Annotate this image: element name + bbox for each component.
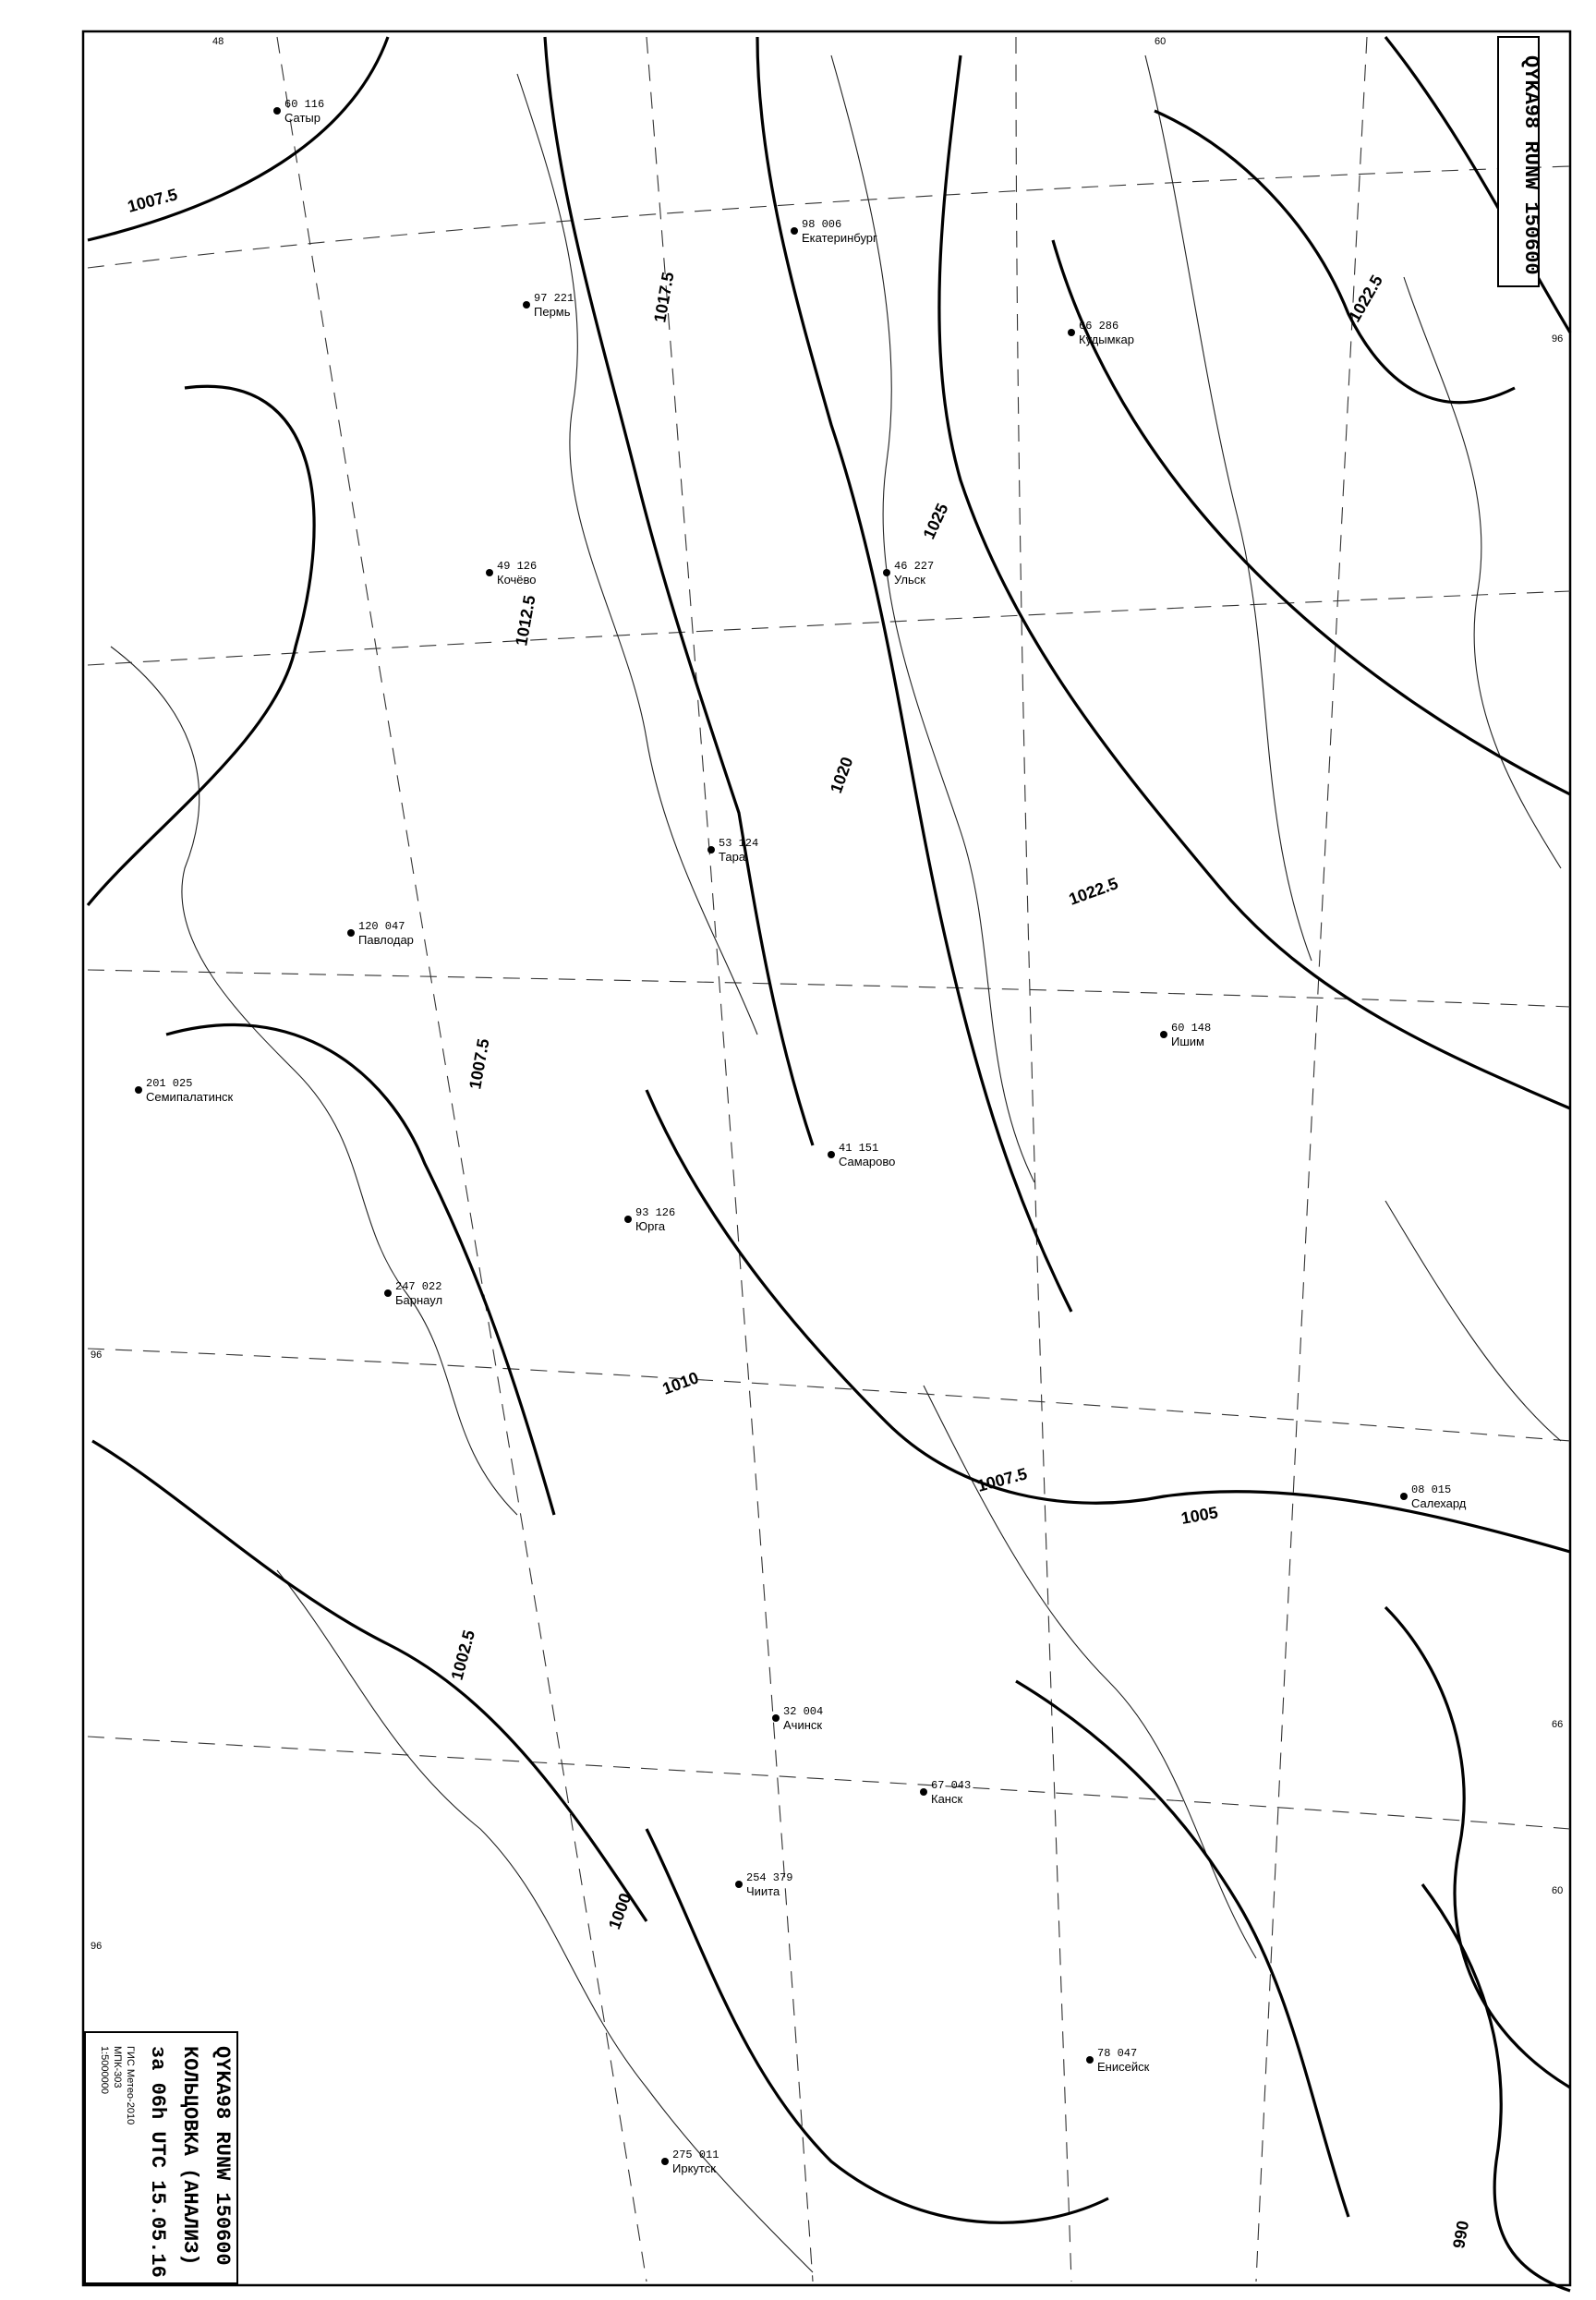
isobar-label: 1017.5 [650,270,678,324]
footer-stamp [85,2032,237,2283]
svg-text:Ульск: Ульск [894,573,925,587]
isobar-label: 1010 [659,1368,701,1398]
svg-text:Ишим: Ишим [1171,1035,1204,1048]
station-marker [273,98,324,125]
svg-text:41 151: 41 151 [839,1142,879,1155]
svg-text:Канск: Канск [931,1792,963,1806]
edge-number: 60 [1552,1885,1564,1896]
svg-text:120 047: 120 047 [358,920,405,933]
footer-stamp-line1: QYKA98 RUNW 150600 [211,2046,234,2266]
svg-text:Салехард: Салехард [1411,1496,1467,1510]
svg-text:49 126: 49 126 [497,560,538,573]
svg-text:60 116: 60 116 [284,98,325,111]
isobar-label: 1005 [1179,1503,1220,1528]
station-marker [920,1779,971,1806]
svg-text:Иркутск: Иркутск [672,2161,716,2175]
station-marker [624,1206,675,1233]
svg-text:Сатыр: Сатыр [284,111,321,125]
edge-number: 96 [91,1350,103,1361]
edge-number: 60 [1155,36,1167,47]
svg-text:Екатеринбург: Екатеринбург [802,231,877,245]
svg-text:Кочёво: Кочёво [497,573,537,587]
svg-text:Семипалатинск: Семипалатинск [146,1090,234,1104]
footer-credit-3: 1:5000000 [99,2046,110,2094]
station-marker [135,1077,234,1104]
svg-text:66 286: 66 286 [1079,320,1119,333]
footer-credit-1: ГИС Метео-2010 [125,2046,136,2125]
station-marker [735,1871,792,1898]
header-stamp [1498,37,1542,286]
svg-text:201 025: 201 025 [146,1077,193,1090]
isobar-label: 1000 [604,1890,635,1932]
svg-text:08 015: 08 015 [1411,1483,1452,1496]
svg-text:60 148: 60 148 [1171,1022,1212,1035]
isobar-label: 1007.5 [974,1464,1030,1495]
svg-text:Ачинск: Ачинск [783,1718,823,1732]
isobar-label: 990 [1449,2219,1473,2250]
svg-text:254 379: 254 379 [746,1871,793,1884]
svg-text:93 126: 93 126 [635,1206,676,1219]
isobar-label: 1002.5 [447,1628,479,1683]
map-frame [83,31,1570,2285]
svg-text:Юрга: Юрга [635,1219,666,1233]
station-marker [486,560,537,587]
isobar-label: 1012.5 [512,593,539,648]
svg-text:46 227: 46 227 [894,560,935,573]
svg-text:32 004: 32 004 [783,1705,824,1718]
edge-number: 66 [1552,1719,1564,1730]
svg-text:247 022: 247 022 [395,1280,442,1293]
stations [135,98,1467,2175]
svg-text:97 221: 97 221 [534,292,574,305]
isobar-label: 1025 [919,500,952,542]
station-marker [791,218,877,245]
svg-text:Тара: Тара [719,850,746,864]
station-marker [1160,1022,1211,1048]
isobar-label: 1022.5 [1345,272,1386,325]
header-stamp-text: QYKA98 RUNW 150600 [1519,55,1542,275]
isobar-label: 1007.5 [125,185,180,216]
station-marker [1400,1483,1467,1510]
station-marker [1068,320,1134,346]
svg-text:Самарово: Самарово [839,1155,896,1168]
station-marker [384,1280,442,1307]
station-marker [707,837,758,864]
svg-text:53 124: 53 124 [719,837,759,850]
svg-text:98 006: 98 006 [802,218,842,231]
isobar-label: 1022.5 [1066,874,1121,909]
svg-text:Пермь: Пермь [534,305,571,319]
isobar-labels [126,185,1472,2249]
station-marker [1086,2047,1150,2074]
svg-text:Барнаул: Барнаул [395,1293,443,1307]
station-marker [828,1142,895,1168]
station-marker [347,920,414,947]
station-marker [661,2149,719,2175]
svg-text:67 043: 67 043 [931,1779,972,1792]
graticule [88,37,1570,2282]
coastlines [111,55,1564,2272]
edge-number: 48 [212,36,224,47]
station-marker [772,1705,823,1732]
svg-text:78 047: 78 047 [1097,2047,1138,2060]
footer-stamp-line3: за 06h UTC 15.05.16 [146,2046,169,2278]
edge-number: 96 [1552,333,1564,345]
svg-text:Павлодар: Павлодар [358,933,414,947]
isobars [88,37,1570,2291]
svg-text:Чиита: Чиита [746,1884,780,1898]
svg-text:275 011: 275 011 [672,2149,719,2161]
footer-credit-2: МПК-303 [112,2046,123,2088]
isobar-label: 1020 [826,754,857,796]
svg-text:Кудымкар: Кудымкар [1079,333,1134,346]
footer-stamp-line2: КОЛЬЦОВКА (АНАЛИЗ) [178,2046,201,2266]
isobar-label: 1007.5 [466,1036,493,1091]
station-marker [523,292,574,319]
station-marker [883,560,934,587]
svg-text:Енисейск: Енисейск [1097,2060,1150,2074]
edge-number: 96 [91,1941,103,1952]
